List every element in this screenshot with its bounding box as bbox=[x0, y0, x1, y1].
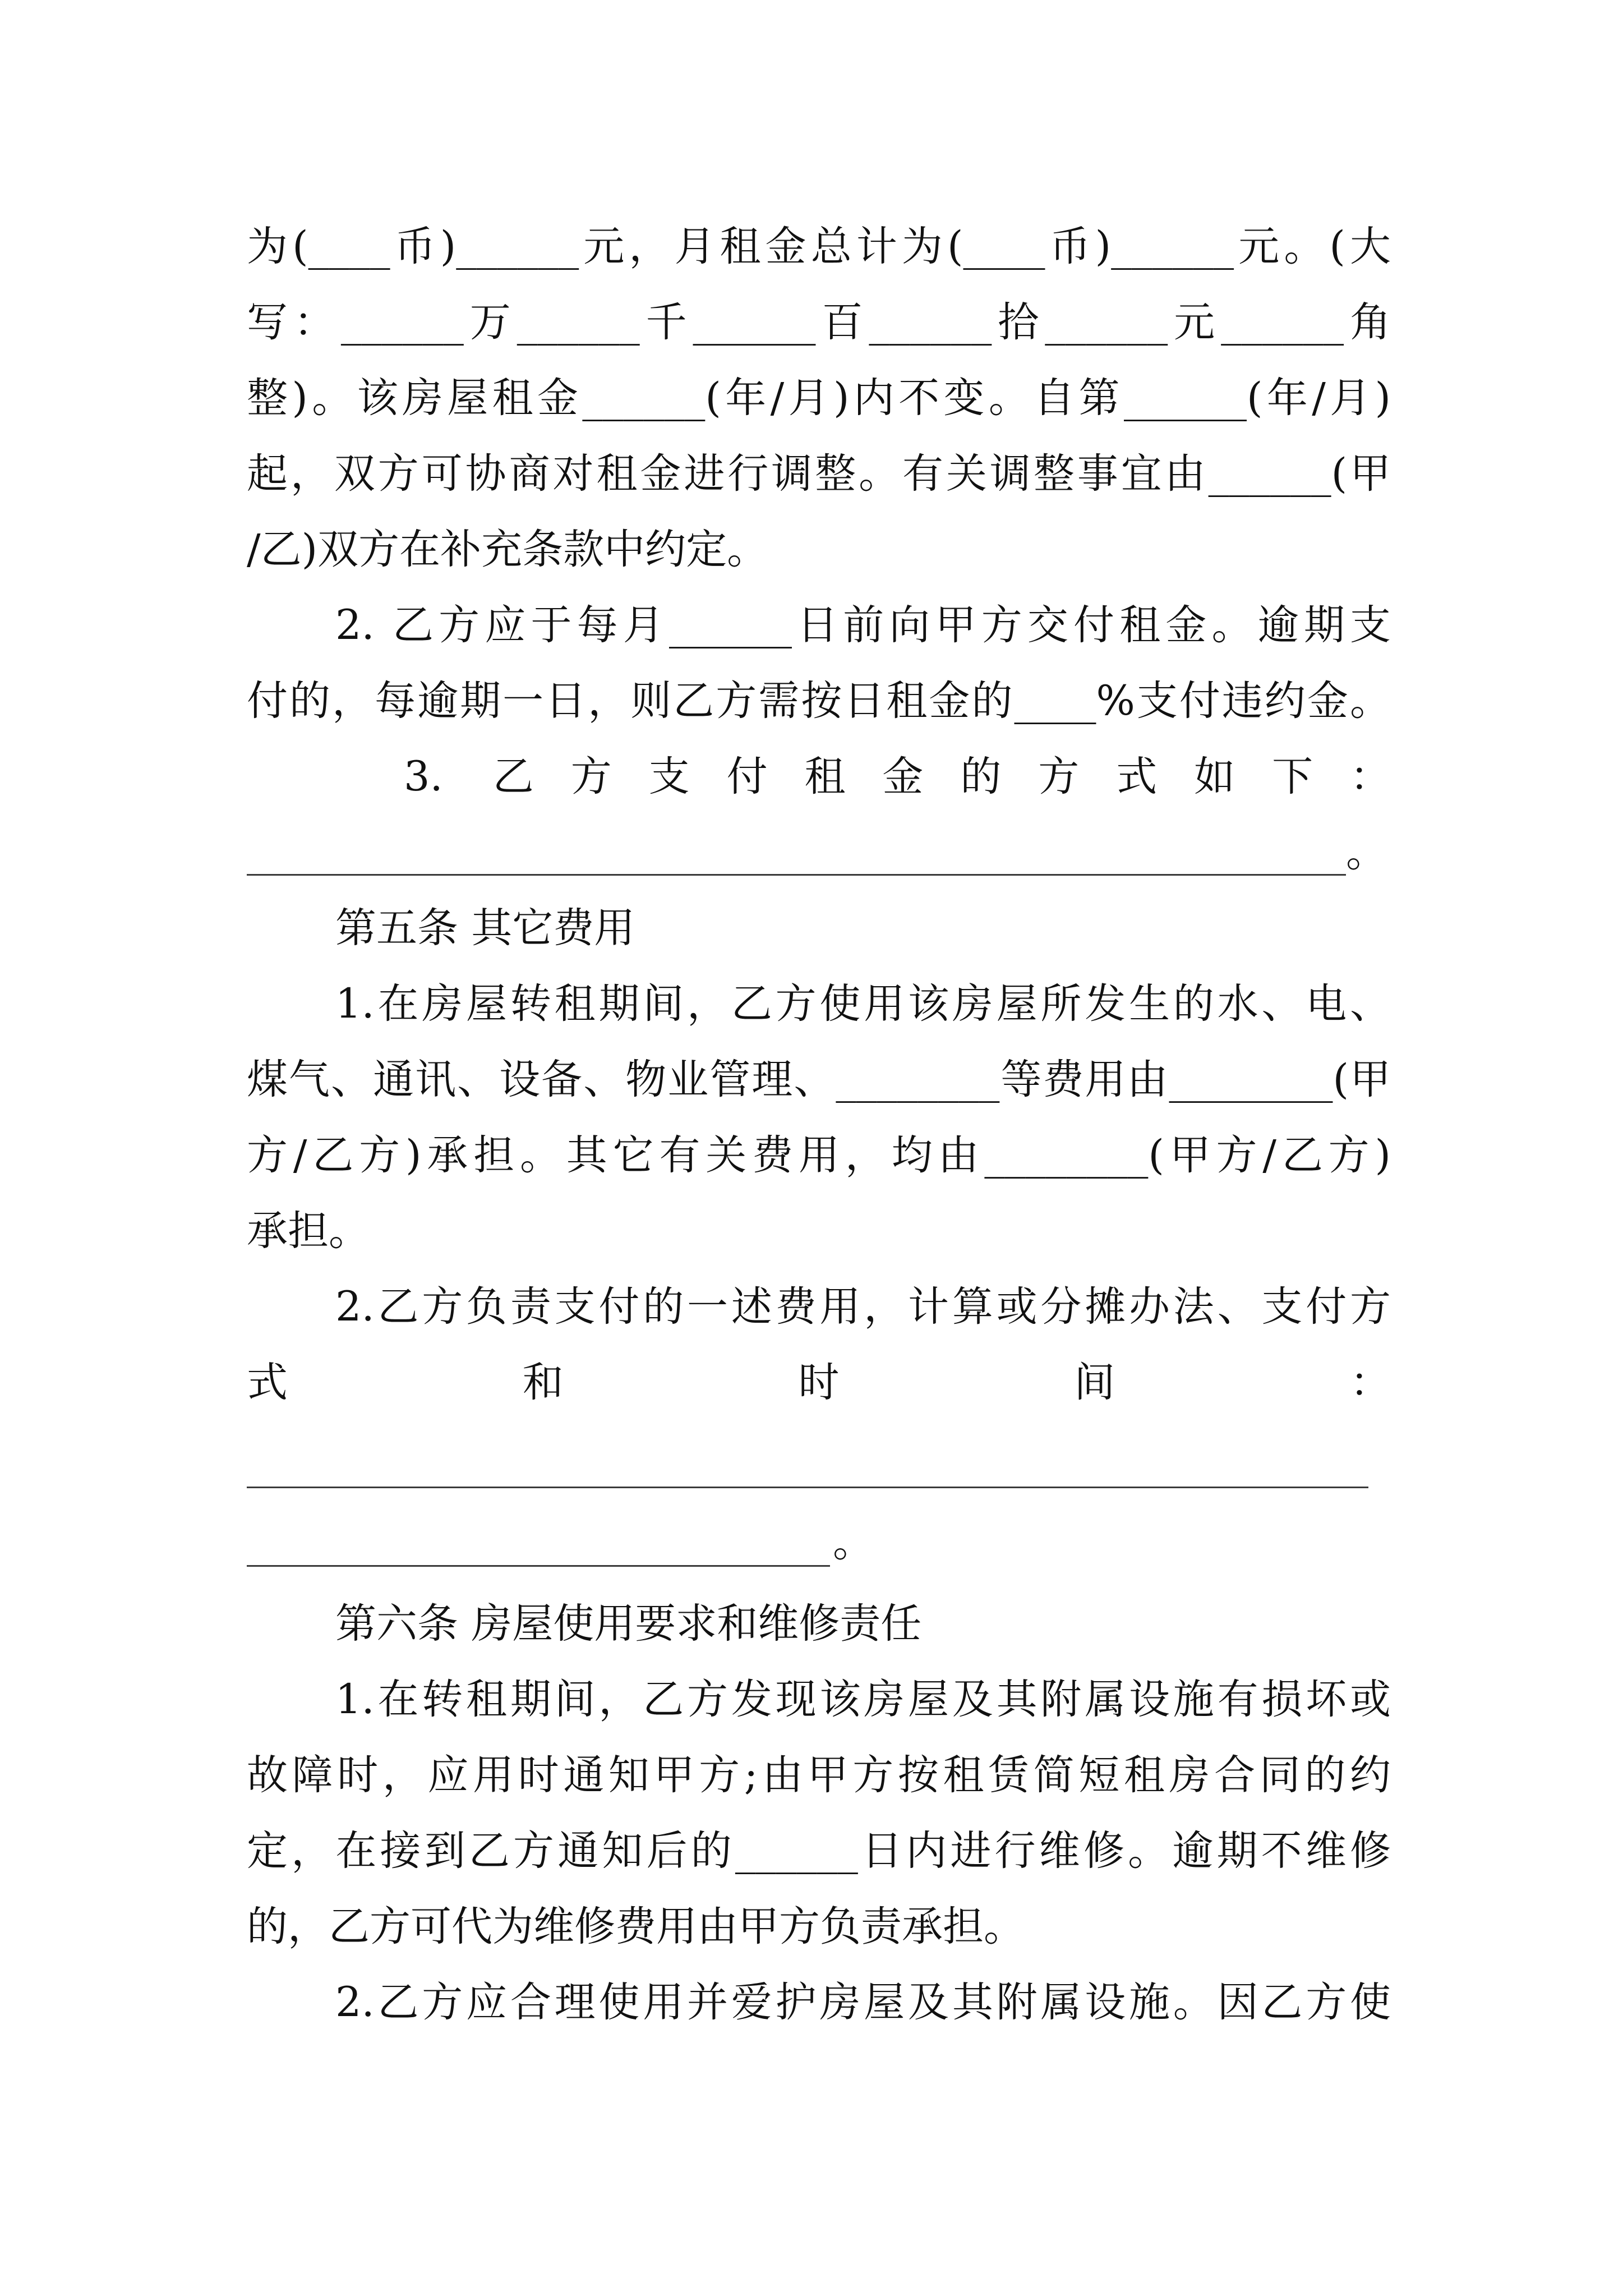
paragraph-line: 的，乙方可代为维修费用由甲方负责承担。 bbox=[247, 1903, 1025, 1950]
paragraph-line: 为(____币)______元，月租金总计为(____币)______元。(大 bbox=[247, 223, 1391, 270]
clause-item: 2. 乙方应于每月______日前向甲方交付租金。逾期支 bbox=[335, 601, 1391, 649]
clause-item: 1.在房屋转租期间，乙方使用该房屋所发生的水、电、 bbox=[335, 980, 1391, 1028]
paragraph-line: 写：______万______千______百______拾______元______角 bbox=[247, 298, 1391, 346]
fill-in-blank-line bbox=[247, 1565, 830, 1567]
paragraph-line: 整)。该房屋租金______(年/月)内不变。自第______(年/月) bbox=[247, 374, 1391, 422]
paragraph-line: 式和时间： bbox=[247, 1359, 1391, 1406]
fill-in-blank-line bbox=[247, 1487, 1368, 1488]
paragraph-line: /乙)双方在补充条款中约定。 bbox=[247, 526, 768, 573]
section-heading: 第五条 其它费用 bbox=[335, 904, 635, 952]
paragraph-line: 定，在接到乙方通知后的______日内进行维修。逾期不维修 bbox=[247, 1827, 1391, 1875]
paragraph-line: 方/乙方)承担。其它有关费用，均由________(甲方/乙方) bbox=[247, 1131, 1391, 1179]
clause-item: 2.乙方应合理使用并爱护房屋及其附属设施。因乙方使 bbox=[335, 1978, 1391, 2026]
clause-item: 2.乙方负责支付的一述费用，计算或分摊办法、支付方 bbox=[335, 1283, 1391, 1331]
paragraph-line: 煤气、通讯、设备、物业管理、________等费用由________(甲 bbox=[247, 1056, 1391, 1103]
paragraph-line: 故障时，应用时通知甲方;由甲方按租赁简短租房合同的约 bbox=[247, 1751, 1391, 1799]
line-end-period: 。 bbox=[1346, 829, 1387, 876]
line-end-period: 。 bbox=[833, 1519, 874, 1566]
fill-in-blank-line bbox=[247, 874, 1346, 876]
clause-item: 1.在转租期间，乙方发现该房屋及其附属设施有损坏或 bbox=[335, 1676, 1391, 1723]
paragraph-line: 起，双方可协商对租金进行调整。有关调整事宜由______(甲 bbox=[247, 450, 1391, 498]
paragraph-line: 付的，每逾期一日，则乙方需按日租金的____%支付违约金。 bbox=[247, 677, 1391, 725]
section-heading: 第六条 房屋使用要求和维修责任 bbox=[335, 1600, 922, 1648]
clause-item: 3. 乙方支付租金的方式如下： bbox=[404, 753, 1391, 800]
paragraph-line: 承担。 bbox=[247, 1207, 370, 1255]
